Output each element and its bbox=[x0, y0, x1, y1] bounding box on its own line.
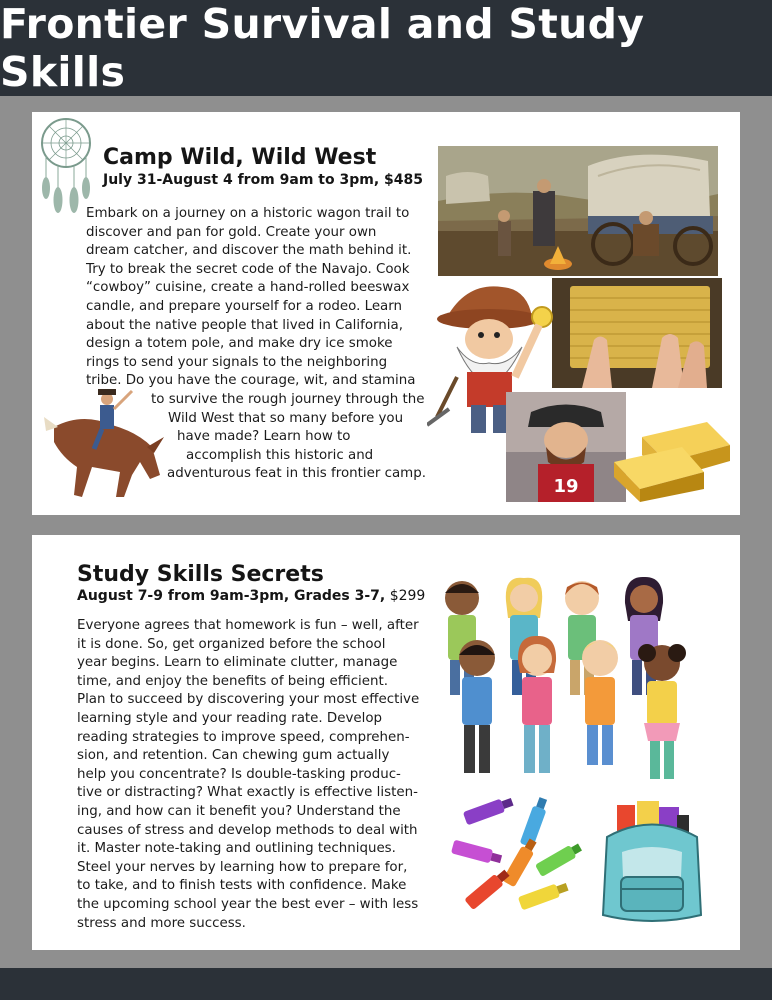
wagon-trail-painting bbox=[438, 146, 718, 276]
study-title: Study Skills Secrets bbox=[77, 562, 324, 587]
study-line: tive or distracting? What exactly is effective listen- bbox=[77, 785, 418, 801]
camp-line: candle, and prepare yourself for a rodeo. Learn bbox=[86, 298, 403, 314]
study-panel bbox=[32, 535, 740, 950]
study-line: reading strategies to improve speed, comprehen- bbox=[77, 729, 410, 745]
highlighter-markers-illustration bbox=[444, 797, 584, 917]
study-line: learning style and your reading rate. Develop bbox=[77, 710, 383, 726]
beeswax-candle-photo bbox=[552, 278, 722, 388]
team-mascot-photo bbox=[506, 392, 626, 502]
study-line: Everyone agrees that homework is fun – well, after bbox=[77, 618, 419, 633]
school-backpack-illustration bbox=[597, 797, 707, 927]
camp-line: tribe. Do you have the courage, wit, and stamina bbox=[86, 373, 416, 389]
study-line: it. Master note-taking and outlining techniques. bbox=[77, 841, 396, 857]
camp-line: about the native people that lived in California, bbox=[86, 317, 403, 333]
study-line: year begins. Learn to eliminate clutter, manage bbox=[77, 655, 398, 671]
study-line: help you concentrate? Is double-tasking produc- bbox=[77, 766, 401, 782]
study-line: Steel your nerves by learning how to prepare for, bbox=[77, 859, 408, 875]
camp-line: rings to send your signals to the neighboring bbox=[86, 354, 388, 370]
camp-line: “cowboy” cuisine, create a hand-rolled beeswax bbox=[86, 280, 410, 296]
camp-line: discover and pan for gold. Create your own bbox=[86, 224, 377, 240]
student-front-3 bbox=[582, 640, 618, 765]
gold-bars-photo bbox=[612, 417, 737, 502]
study-line: causes of stress and develop methods to deal with bbox=[77, 822, 418, 838]
camp-line: Try to break the secret code of the Navajo. Cook bbox=[86, 261, 410, 277]
study-dates-grades: August 7-9 from 9am-3pm, Grades 3-7, bbox=[77, 588, 386, 604]
camp-dates-price: July 31-August 4 from 9am to 3pm, $485 bbox=[103, 172, 423, 188]
study-line: stress and more success. bbox=[77, 915, 246, 931]
camp-line: accomplish this historic and bbox=[186, 447, 374, 463]
study-line: it is done. So, get organized before the school bbox=[77, 636, 386, 652]
jersey-number: 19 bbox=[553, 476, 579, 497]
camp-line: design a totem pole, and make dry ice smoke bbox=[86, 336, 393, 352]
page-footer bbox=[0, 968, 772, 1000]
camp-line: have made? Learn how to bbox=[177, 429, 351, 445]
camp-line: Embark on a journey on a historic wagon trail to bbox=[86, 206, 410, 221]
student-front-4 bbox=[638, 644, 686, 779]
camp-title: Camp Wild, Wild West bbox=[103, 145, 377, 170]
camp-line: dream catcher, and discover the math behind it. bbox=[86, 243, 412, 259]
camp-line: adventurous feat in this frontier camp. bbox=[167, 466, 426, 482]
study-description bbox=[77, 617, 437, 933]
camp-line: to survive the rough journey through the bbox=[151, 391, 425, 407]
study-line: ing, and how can it benefit you? Understand the bbox=[77, 803, 401, 819]
study-line: Plan to succeed by discovering your most effective bbox=[77, 692, 420, 708]
study-line: sion, and retention. Can chewing gum actually bbox=[77, 748, 390, 764]
student-front-2 bbox=[518, 636, 556, 773]
study-price: $299 bbox=[385, 588, 426, 604]
camp-line: Wild West that so many before you bbox=[168, 410, 404, 426]
page-title: Frontier Survival and Study Skills bbox=[0, 0, 645, 96]
study-dates-price bbox=[77, 588, 425, 604]
bull-rider-illustration bbox=[42, 387, 167, 502]
study-line: time, and enjoy the benefits of being efficient. bbox=[77, 673, 389, 689]
camp-panel bbox=[32, 112, 740, 515]
study-line: to take, and to finish tests with confidence. Make bbox=[77, 878, 407, 894]
study-line: the upcoming school year the best ever – with less bbox=[77, 896, 419, 912]
page-header bbox=[0, 0, 772, 96]
students-group-illustration bbox=[432, 573, 722, 793]
student-front-1 bbox=[459, 640, 495, 773]
